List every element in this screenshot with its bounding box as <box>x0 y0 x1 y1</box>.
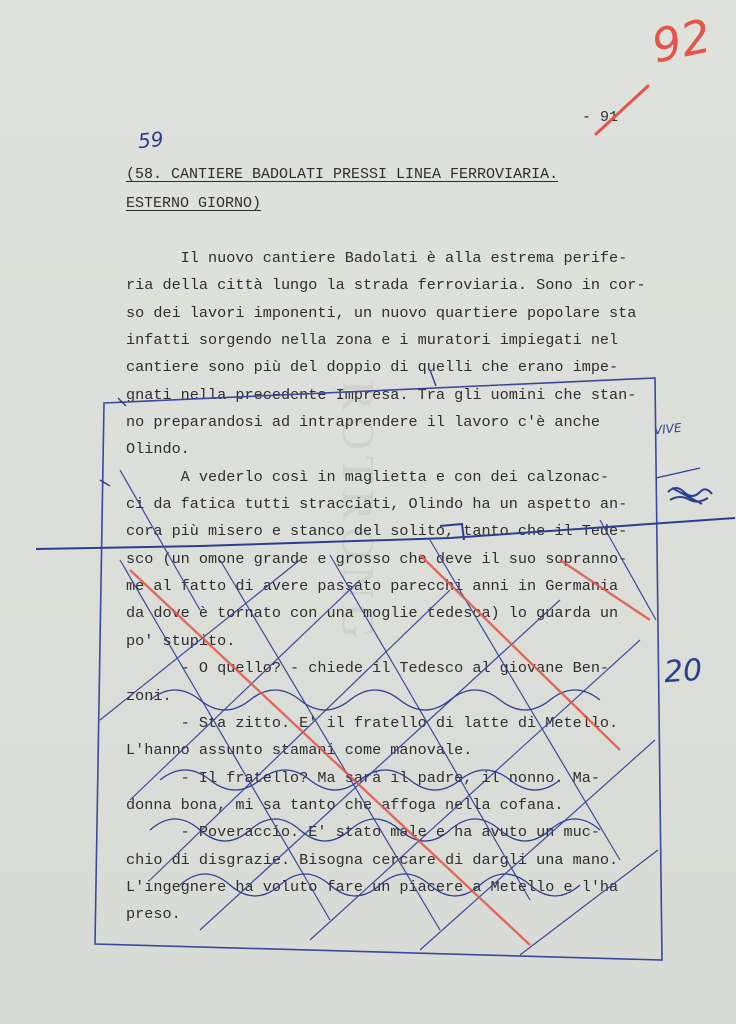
body-line: ria della città lungo la strada ferroviaria. Sono in cor- <box>126 276 646 295</box>
body-line: preso. <box>126 905 181 924</box>
body-line: L'ingegnere ha voluto fare un piacere a Metello e l'ha <box>126 877 619 896</box>
body-line: - Poveraccio. E' stato male e ha avuto un muc- <box>126 823 600 842</box>
body-line: A vederlo così in maglietta e con dei calzonac- <box>126 467 610 486</box>
body-line: zoni. <box>126 686 172 705</box>
handwritten-margin-number: 20 <box>662 652 704 691</box>
body-line: ci da fatica tutti stracciati, Olindo ha un aspetto an- <box>126 495 628 514</box>
body-line: da dove è tornato con una moglie tedesca) lo guarda un <box>126 604 619 623</box>
red-slash-mark <box>596 86 648 134</box>
body-line: L'hanno assunto stamani come manovale. <box>126 741 473 760</box>
body-line: no preparandosi ad intraprendere il lavoro c'è anche <box>126 413 600 432</box>
strike-box <box>95 378 662 960</box>
blue-horizontal-line <box>36 518 735 549</box>
body-line: sco (un omone grande e grosso che deve il suo sopranno- <box>126 549 628 568</box>
body-line: - Sta zitto. E' il fratello di latte di Metello. <box>126 713 619 732</box>
body-line: - Il fratello? Ma sarà il padre, il nonno. Ma- <box>126 768 600 787</box>
body-line: cantiere sono più del doppio di quelli che erano impe- <box>126 358 619 377</box>
handwritten-margin-note: VIVE <box>653 420 683 438</box>
body-line: Il nuovo cantiere Badolati è alla estrema perife- <box>126 249 628 267</box>
margin-scribble <box>668 488 712 504</box>
red-diagonal-strikes <box>130 555 650 945</box>
body-line: donna bona, mi sa tanto che affoga nella cofana. <box>126 795 564 814</box>
body-line: me al fatto di avere passato parecchi anni in Germania <box>126 577 619 596</box>
body-line: gnati nella precedente Impresa. Tra gli uomini che stan- <box>126 385 637 404</box>
body-line: - O quello? - chiede il Tedesco al giovane Ben- <box>126 659 610 678</box>
body-line: infatti sorgendo nella zona e i muratori impiegati nel <box>126 331 619 350</box>
watermark: ROTRONG <box>333 379 384 645</box>
handwritten-scene-number: 59 <box>136 126 165 154</box>
body-line: chio di disgrazie. Bisogna cercare di dargli una mano. <box>126 850 619 869</box>
body-line: po' stupito. <box>126 631 236 650</box>
body-line: so dei lavori imponenti, un nuovo quartiere popolare sta <box>126 303 637 322</box>
body-line: Olindo. <box>126 440 190 459</box>
body-line: cora più misero e stanco del solito, tanto che il Tede- <box>126 522 628 541</box>
scene-heading-line-1: (58. CANTIERE BADOLATI PRESSI LINEA FERROVIARIA. <box>126 166 559 183</box>
handwritten-corner-number: 92 <box>647 8 716 74</box>
page-number: - 91 <box>582 109 619 126</box>
scene-heading-line-2: ESTERNO GIORNO) <box>126 195 262 212</box>
wavy-strikes <box>150 690 600 896</box>
